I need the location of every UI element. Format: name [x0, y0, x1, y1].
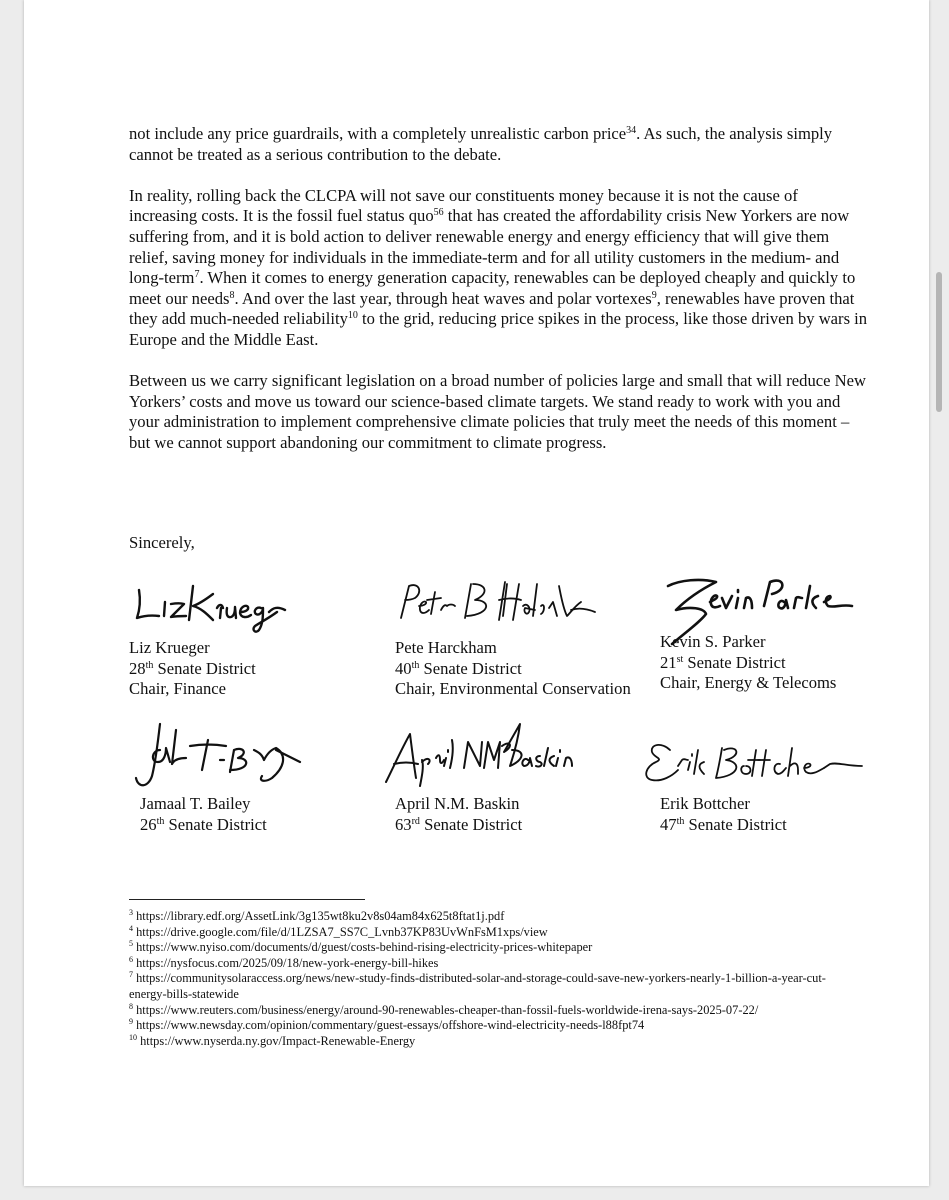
footnotes: [129, 909, 849, 1049]
scrollbar-thumb[interactable]: [936, 272, 942, 412]
signatory-role: Chair, Energy & Telecoms: [660, 673, 837, 693]
paragraph-2: [129, 186, 869, 351]
signature-harckham: [395, 572, 605, 636]
footnote-divider: [129, 899, 365, 900]
signatory-bottcher: [626, 720, 866, 835]
paragraph-text: that has created the affordability crisis New Yorkers are now suffering from, and it is bold action to deliver renewable energy and energy efficiency that will give them relief, saving money for individuals in the immediate-term and for all utility customers in the medium- and long-term: [129, 206, 850, 288]
footnote-ref[interactable]: 10: [347, 310, 358, 322]
signatory-role: Chair, Environmental Conservation: [395, 679, 631, 699]
footnote-ref[interactable]: 34: [626, 125, 637, 136]
footnote-ref[interactable]: 7: [194, 269, 200, 281]
signatory-baskin: [364, 720, 594, 835]
signatory-district: 28th Senate District: [129, 658, 256, 678]
footnote-ref[interactable]: 56: [433, 207, 444, 219]
letter-body: [129, 124, 869, 474]
signature-krueger: [129, 572, 289, 636]
paragraph-text: , renewables have proven that they add much-needed reliability: [129, 288, 855, 329]
signature-bottcher: [626, 720, 866, 796]
footnote[interactable]: $^{10}$ https://www.nyserda.ny.gov/Impact-Renewable-Energy: [129, 1032, 416, 1048]
signature-image: [364, 720, 594, 792]
signature-image: [626, 720, 866, 792]
footnote[interactable]: $^9$ https://www.newsday.com/opinion/commentary/guest-essays/offshore-wind-electricity-needs-l88fpt74: [129, 1017, 645, 1033]
signatory-krueger: [129, 572, 289, 700]
signature-image: [395, 572, 631, 636]
signatory-district: 40th Senate District: [395, 658, 522, 678]
footnote[interactable]: $^3$ https://library.edf.org/AssetLink/3g135wt8ku2v8s04am84x625t8ftat1j.pdf: [129, 908, 505, 923]
signatory-bailey: [116, 720, 306, 835]
signatory-name: April N.M. Baskin: [395, 794, 520, 813]
paragraph-text: to the grid, reducing price spikes in the process, like those driven by wars in Europe and the Middle East.: [129, 309, 868, 349]
signatory-harckham: [395, 572, 631, 700]
paragraph-text: not include any price guardrails, with a completely unrealistic carbon price: [129, 124, 627, 143]
footnote[interactable]: $^8$ https://www.reuters.com/business/energy/around-90-renewables-cheaper-than-fossil-fuels-worldwide-irena-says-2025-07-22/: [129, 1001, 759, 1017]
signatory-name: Jamaal T. Bailey: [140, 794, 251, 813]
letter-page: [24, 0, 929, 1186]
signatory-name: Erik Bottcher: [660, 794, 750, 813]
footnote[interactable]: $^5$ https://www.nyiso.com/documents/d/guest/costs-behind-rising-electricity-prices-whitepaper: [129, 939, 593, 955]
paragraph-text: . As such, the analysis simply cannot be treated as a serious contribution to the debate.: [129, 124, 833, 164]
signatory-district: 63rd Senate District: [395, 814, 523, 834]
signature-image: [660, 566, 860, 630]
footnote-ref[interactable]: 8: [229, 289, 235, 301]
signatory-role: Chair, Finance: [129, 679, 227, 699]
signatory-district: 21st Senate District: [660, 652, 786, 672]
paragraph-text: Between us we carry significant legislation on a broad number of policies large and small that will reduce New Yorkers’ costs and move us toward our science-based climate targets. We stand ready to work with you and your administration to implement comprehensive climate policies that truly meet the needs of this moment – but we cannot support abandoning our commitment to climate progress.: [129, 371, 866, 452]
signature-image: [116, 720, 306, 792]
footnote[interactable]: $^7$ https://communitysolaraccess.org/news/new-study-finds-distributed-solar-and-storage-could-save-new-yorkers-nearly-1-billion-a-year-cut-energy-bills-statewide: [129, 970, 826, 1001]
signatory-name: Liz Krueger: [129, 638, 210, 657]
signatory-name: Pete Harckham: [395, 638, 497, 657]
signature-image: [129, 572, 289, 636]
signature-baskin: [364, 720, 594, 796]
closing: Sincerely,: [129, 533, 195, 552]
footnote-ref[interactable]: 9: [651, 289, 657, 301]
signatory-parker: [660, 572, 860, 694]
paragraph-1: [129, 124, 869, 165]
paragraph-3: [129, 371, 869, 453]
footnote[interactable]: $^4$ https://drive.google.com/file/d/1LZSA7_SS7C_Lvnb37KP83UvWnFsM1xps/view: [129, 923, 548, 939]
paragraph-text: . When it comes to energy generation capacity, renewables can be deployed cheaply and quickly to meet our needs: [129, 268, 856, 308]
footnote[interactable]: $^6$ https://nysfocus.com/2025/09/18/new-york-energy-bill-hikes: [129, 954, 439, 970]
signatory-district: 47th Senate District: [660, 814, 787, 834]
signature-bailey: [116, 720, 306, 796]
paragraph-text: . And over the last year, through heat waves and polar vortexes: [234, 288, 652, 308]
paragraph-text: In reality, rolling back the CLCPA will not save our constituents money because it is not the cause of increasing costs. It is the fossil fuel status quo: [129, 185, 798, 226]
signatory-name: Kevin S. Parker: [660, 632, 766, 651]
signatory-district: 26th Senate District: [140, 814, 267, 834]
